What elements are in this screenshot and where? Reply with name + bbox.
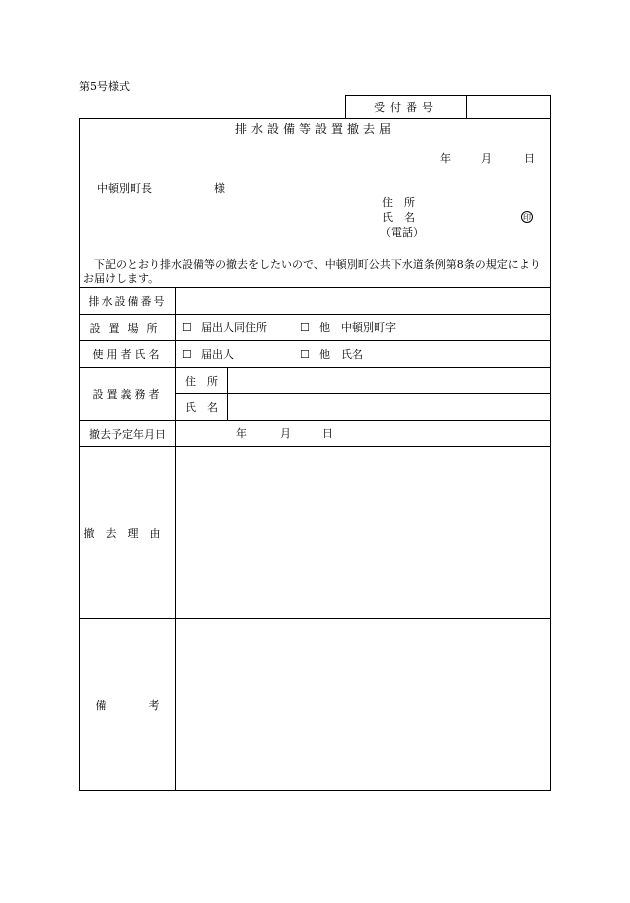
user-checkbox-other[interactable]	[300, 349, 310, 360]
checkbox-icon: ☐	[300, 348, 310, 361]
obligor-label: 設置義務者	[92, 388, 163, 401]
obligor-address-label: 住 所	[185, 374, 218, 388]
location-option-other: 他 中頓別町字	[319, 321, 396, 334]
form-title: 排水設備等設置撤去届	[234, 121, 395, 136]
location-checkbox-applicant-address[interactable]	[182, 322, 192, 333]
location-option-applicant-address: 届出人同住所	[201, 321, 267, 334]
user-option-applicant: 届出人	[201, 348, 234, 361]
addressee-honorific: 様	[214, 182, 225, 195]
facility-number-label: 排水設備番号	[88, 295, 167, 308]
applicant-name-label: 氏 名	[382, 211, 415, 224]
removal-reason-label: 撤去理由	[83, 526, 172, 540]
location-label: 設置場所	[89, 321, 166, 335]
removal-reason-field[interactable]	[176, 447, 550, 618]
addressee-name: 中頓別町長	[97, 182, 152, 195]
seal-mark-icon: 印	[523, 212, 531, 222]
obligor-name-label: 氏 名	[185, 401, 218, 414]
location-checkbox-other[interactable]	[300, 322, 310, 333]
remarks-label: 備考	[95, 698, 202, 712]
user-name-label: 使用者氏名	[92, 348, 163, 361]
date-day-label: 日	[524, 152, 535, 165]
removal-date-day: 日	[322, 427, 333, 440]
checkbox-icon: ☐	[182, 321, 192, 334]
statement-text: 下記のとおり排水設備等の撤去をしたいので、中頓別町公共下水道条例第8条の規定によりお届けします。	[83, 258, 541, 285]
form-number: 第5号様式	[79, 80, 130, 93]
checkbox-icon: ☐	[300, 321, 310, 334]
applicant-phone-label: （電話）	[380, 226, 424, 239]
removal-date-year: 年	[236, 427, 247, 440]
receipt-number-value[interactable]	[467, 96, 550, 118]
checkbox-icon: ☐	[182, 348, 192, 361]
applicant-address-label: 住 所	[382, 196, 415, 209]
user-checkbox-applicant[interactable]	[182, 349, 192, 360]
date-month-label: 月	[481, 152, 492, 165]
receipt-number-label: 受付番号	[374, 101, 438, 114]
obligor-name-field[interactable]	[228, 394, 550, 420]
facility-number-field[interactable]	[176, 288, 550, 314]
date-year-label: 年	[440, 152, 451, 165]
obligor-address-field[interactable]	[228, 368, 550, 393]
remarks-field[interactable]	[176, 619, 550, 790]
user-option-other: 他 氏名	[319, 348, 363, 361]
removal-date-label: 撤去予定年月日	[89, 427, 166, 441]
removal-date-month: 月	[280, 427, 291, 440]
